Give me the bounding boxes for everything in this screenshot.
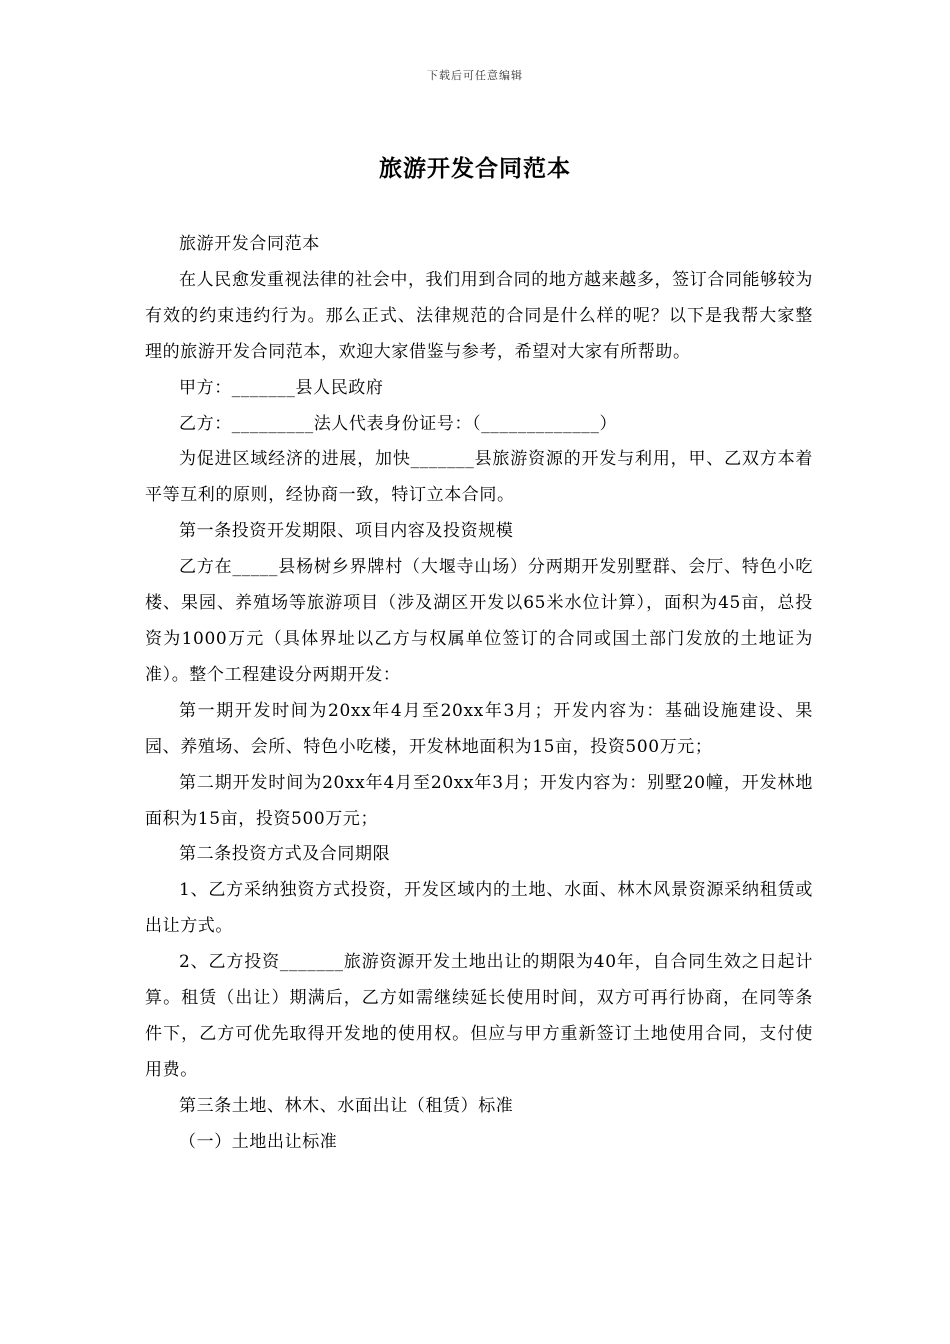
party-b-line: 乙方：_________法人代表身份证号：（_____________）: [179, 413, 618, 434]
article-heading: 第三条土地、林木、水面出让（租赁）标准: [179, 1095, 514, 1116]
body-paragraph: 为促进区域经济的进展，加快_______县旅游资源的开发与利用，甲、乙双方本着平等互利的原则，经协商一致，特订立本合同。: [145, 449, 813, 506]
body-paragraph: 乙方在_____县杨树乡界牌村（大堰寺山场）分两期开发别墅群、会厅、特色小吃楼、果园、养殖场等旅游项目（涉及湖区开发以65米水位计算），面积为45亩，总投资为1000万元（具体界址以乙方与权属单位签订的合同或国土部门发放的土地证为准）。整个工程建设分两期开发：: [145, 557, 813, 685]
body-paragraph: 1、乙方采纳独资方式投资，开发区域内的土地、水面、林木风景资源采纳租赁或出让方式。: [145, 880, 813, 937]
sub-heading: （一）土地出让标准: [179, 1131, 338, 1152]
document-body: [145, 227, 813, 1161]
party-a-line: 甲方：_______县人民政府: [179, 377, 384, 398]
body-paragraph: 第二期开发时间为20xx年4月至20xx年3月；开发内容为：别墅20幢，开发林地面积为15亩，投资500万元；: [145, 772, 813, 829]
article-heading: 第一条投资开发期限、项目内容及投资规模: [179, 521, 514, 542]
document-title: 旅游开发合同范本: [379, 155, 571, 182]
body-paragraph: 第一期开发时间为20xx年4月至20xx年3月；开发内容为：基础设施建设、果园、养殖场、会所、特色小吃楼，开发林地面积为15亩，投资500万元；: [145, 700, 813, 757]
body-paragraph: 旅游开发合同范本: [179, 234, 320, 254]
header-note: 下载后可任意编辑: [427, 69, 523, 82]
article-heading: 第二条投资方式及合同期限: [179, 844, 391, 865]
body-paragraph: 2、乙方投资_______旅游资源开发土地出让的期限为40年，自合同生效之日起计算。租赁（出让）期满后，乙方如需继续延长使用时间，双方可再行协商，在同等条件下，乙方可优先取得开发地的使用权。但应与甲方重新签订土地使用合同，支付使用费。: [145, 952, 813, 1080]
body-paragraph: 在人民愈发重视法律的社会中，我们用到合同的地方越来越多，签订合同能够较为有效的约束违约行为。那么正式、法律规范的合同是什么样的呢？以下是我帮大家整理的旅游开发合同范本，欢迎大家借鉴与参考，希望对大家有所帮助。: [145, 269, 813, 362]
